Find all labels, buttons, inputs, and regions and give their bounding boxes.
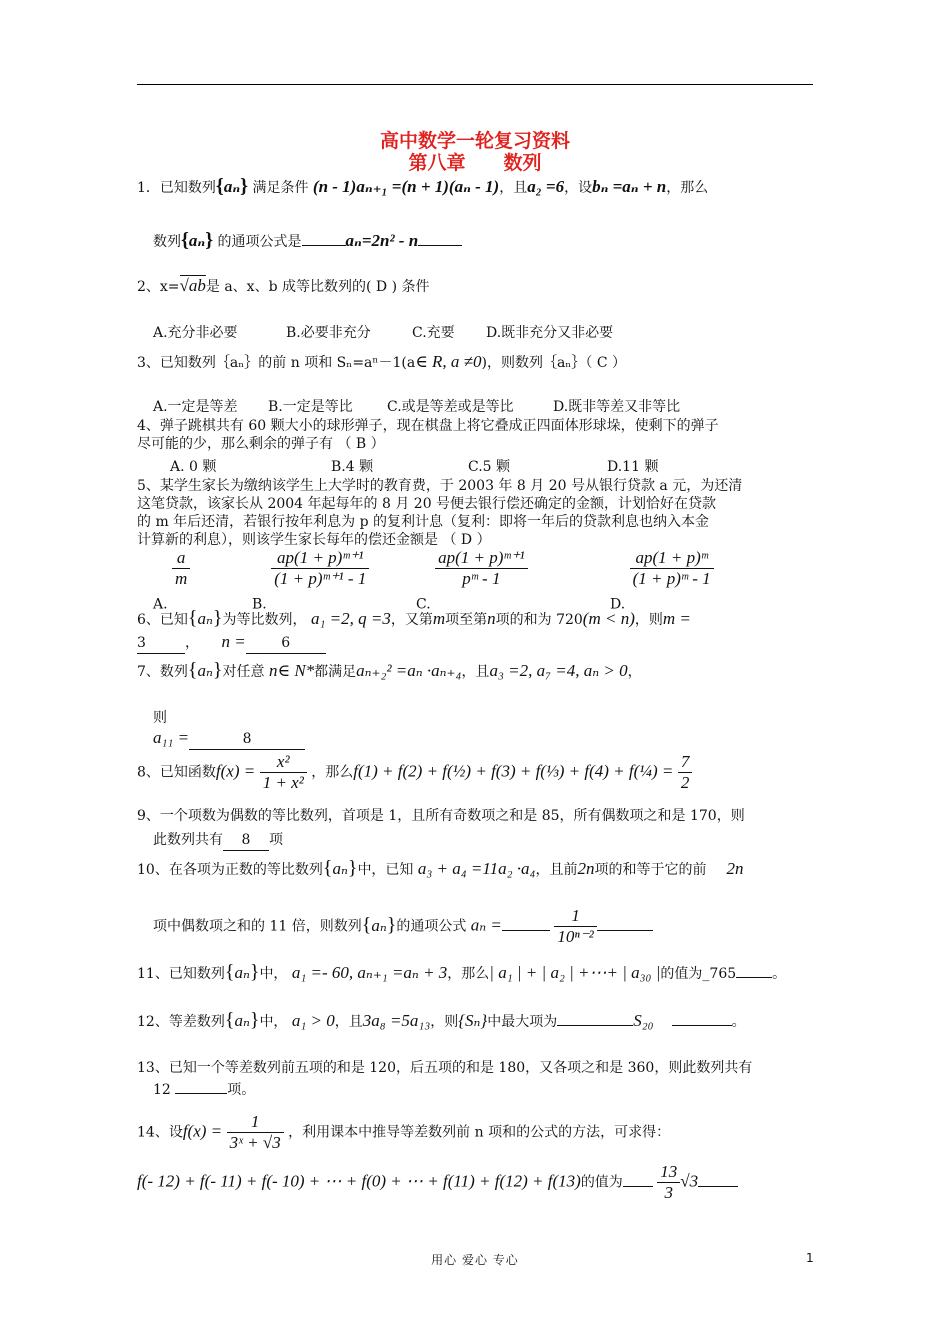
header-rule xyxy=(137,84,813,85)
q4-option-c: C.5 颗 xyxy=(468,459,511,475)
q4-option-b: B.4 颗 xyxy=(331,459,374,475)
document-title: 高中数学一轮复习资料 xyxy=(379,130,570,152)
q4-option-a: A. 0 颗 xyxy=(170,459,217,475)
question-10-line2: 项中偶数项之和的 11 倍，则数列{aₙ}的通项公式 aₙ = $\frac{1}{\text{10ⁿ⁻²}}$ xyxy=(153,906,653,947)
question-13-line2: 12 项。 xyxy=(153,1082,256,1098)
question-4-line2: 尽可能的少，那么剩余的弹子有 （ B ） xyxy=(137,436,385,452)
q3-option-c: C.或是等差或是等比 xyxy=(387,399,514,415)
q2-option-a: A.充分非必要 xyxy=(153,325,238,341)
q5-option-b: B. $\frac{\text{ap(1 + p)ᵐ⁺¹}}{\text{(1 + p)ᵐ⁺¹ - 1}}$ xyxy=(252,548,369,613)
question-3: 3、已知数列｛aₙ｝的前 n 项和 Sₙ=aⁿ－1(a∈ R, a ≠0)，则数列｛aₙ｝（ C ） xyxy=(137,352,626,371)
question-6: 6、已知{aₙ}为等比数列， a₁ =2, q =3，又第m项至第n项的和为 720(m < n)，则m = xyxy=(137,607,691,629)
question-4: 4、弹子跳棋共有 60 颗大小的球形弹子，现在棋盘上将它叠成正四面体形球垛，使剩下的弹子 xyxy=(137,418,719,434)
chapter-title: 第八章 数列 xyxy=(408,152,542,174)
question-5-line3: 的 m 年后还清，若银行按年利息为 p 的复利计息（复利：即将一年后的贷款利息也纳入本金 xyxy=(137,514,710,530)
question-10: 10、在各项为正数的等比数列{aₙ}中，已知 a₃ + a₄ =11a₂ ·a₄，且前2n项的和等于它的前 2n xyxy=(137,857,744,879)
question-12: 12、等差数列{aₙ}中， a₁ > 0，且3a₈ =5a₁₃，则{Sₙ}中最大项为 S₂₀ 。 xyxy=(137,1009,746,1031)
q2-option-b: B.必要非充分 xyxy=(286,325,371,341)
q4-option-d: D.11 颗 xyxy=(607,459,659,475)
q2-option-c: C.充要 xyxy=(412,325,455,341)
question-5: 5、某学生家长为缴纳该学生上大学时的教育费，于 2003 年 8 月 20 号从银行贷款 a 元，为还清 xyxy=(137,478,743,494)
question-1-line2: 数列{aₙ} 的通项公式是 aₙ=2n² - n xyxy=(153,230,462,252)
page-footer: 用心 爱心 专心 xyxy=(431,1253,519,1267)
q3-option-b: B.一定是等比 xyxy=(268,399,353,415)
question-9: 9、一个项数为偶数的等比数列，首项是 1，且所有奇数项之和是 85，所有偶数项之和是 170，则 xyxy=(137,808,745,824)
q3-option-a: A.一定是等差 xyxy=(153,399,238,415)
question-13: 13、已知一个等差数列前五项的和是 120，后五项的和是 180，又各项之和是 360，则此数列共有 xyxy=(137,1060,753,1076)
q3-option-d: D.既非等差又非等比 xyxy=(553,399,681,415)
q5-option-a: A. $\frac{a}{m}$ xyxy=(153,548,190,613)
question-5-line4: 计算新的利息），则该学生家长每年的偿还金额是 （ D ） xyxy=(137,532,491,548)
q2-option-d: D.既非充分又非必要 xyxy=(486,325,614,341)
question-1: 1．已知数列{aₙ} 满足条件 (n - 1)aₙ₊₁ =(n + 1)(aₙ - 1)，且a₂ =6，设bₙ =aₙ + n，那么 xyxy=(137,175,709,197)
question-2: 2、x=√ab是 a、x、b 成等比数列的( D ) 条件 xyxy=(137,276,430,295)
question-7: 7、数列{aₙ}对任意 n∈ N*都满足aₙ₊₂² =aₙ ·aₙ₊₄，且a₃ =2, a₇ =4, aₙ > 0， xyxy=(137,659,642,681)
question-9-line2: 此数列共有 8 项 xyxy=(153,830,283,851)
question-14-line2: f(- 12) + f(- 11) + f(- 10) + ⋯ + f(0) + ⋯ + f(11) + f(12) + f(13)的值为 $\frac{13}{3}$ √3 xyxy=(137,1162,738,1203)
question-11: 11、已知数列{aₙ}中， a₁ =- 60, aₙ₊₁ =aₙ + 3，那么| a₁ | + | a₂ | +⋯+ | a₃₀ |的值为_765 。 xyxy=(137,961,787,983)
page-number: 1 xyxy=(806,1251,814,1265)
q5-option-d: D. $\frac{\text{ap(1 + p)ᵐ}}{\text{(1 + p)ᵐ - 1}}$ xyxy=(610,548,714,613)
question-7-line2: 则 a₁₁ = 8 xyxy=(153,708,305,750)
q5-option-c: C. $\frac{\text{ap(1 + p)ᵐ⁺¹}}{\text{pᵐ - 1}}$ xyxy=(416,548,528,613)
question-6-line2: 3 ， n = 6 xyxy=(137,632,326,654)
question-8: 8、已知函数f(x) = $\frac{\text{x²}}{\text{1 + x²}}$ ，那么f(1) + f(2) + f(½) + f(3) + f(⅓) + f(4) + f(¼) = $\frac{7}{2}$ xyxy=(137,752,692,793)
question-14: 14、设f(x) = $\frac{1}{\text{3ˣ + √3}}$ ，利用课本中推导等差数列前 n 项和的公式的方法，可求得： xyxy=(137,1112,671,1152)
question-5-line2: 这笔贷款，该家长从 2004 年起每年的 8 月 20 号便去银行偿还确定的金额，计划恰好在贷款 xyxy=(137,496,717,512)
